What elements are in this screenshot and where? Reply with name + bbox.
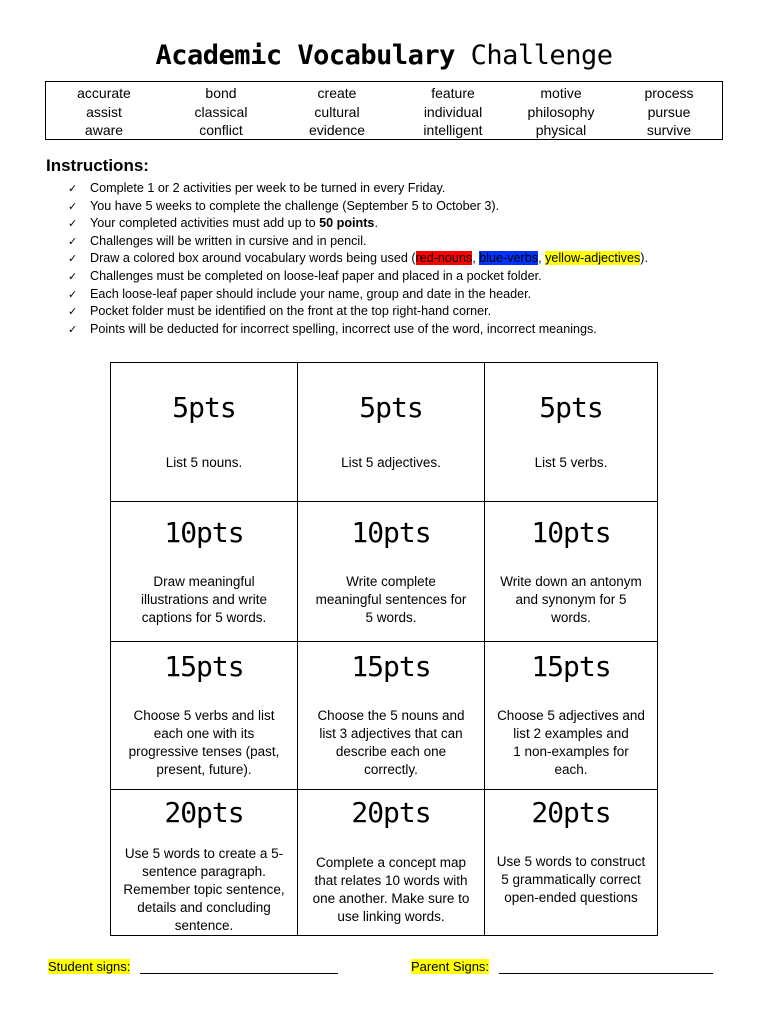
instruction-text: Challenges must be completed on loose-leaf paper and placed in a pocket folder. <box>90 268 542 283</box>
activity-description <box>115 707 293 779</box>
points-label: 15pts <box>164 650 244 683</box>
vocab-word: create <box>317 85 357 101</box>
description-line: details and concluding <box>137 900 271 915</box>
instruction-text: Draw a colored box around vocabulary words being used ( <box>90 251 416 266</box>
instruction-text: Each loose-leaf paper should include your name, group and date in the header. <box>90 286 532 301</box>
instruction-item <box>68 198 748 216</box>
activity-description <box>302 707 480 779</box>
vocab-word: classical <box>194 103 248 120</box>
activity-description <box>302 454 480 472</box>
yellow-adjectives-highlight: yellow-adjectives <box>545 251 641 266</box>
parent-signature <box>411 959 713 974</box>
instruction-item <box>68 286 748 304</box>
vocab-word: aware <box>84 122 124 138</box>
checkmark-icon: ✓ <box>68 252 78 266</box>
instructions-heading: Instructions: <box>46 156 149 175</box>
vocab-word: bond <box>205 85 237 101</box>
title-part-2: Challenge <box>470 40 613 71</box>
activity-description <box>489 707 653 779</box>
description-line: sentence paragraph. <box>142 864 266 879</box>
activity-description <box>489 454 653 472</box>
vocab-column-5 <box>503 84 619 140</box>
activity-cell <box>485 363 657 502</box>
description-line: Use 5 words to construct <box>496 854 646 869</box>
description-line: one another. Make sure to <box>312 891 470 906</box>
blue-verbs-highlight: blue-verbs <box>479 251 539 266</box>
points-label: 15pts <box>531 650 611 683</box>
description-line: Write complete <box>346 574 436 589</box>
vocab-column-1 <box>46 84 162 140</box>
instruction-item <box>68 268 748 286</box>
parent-signature-line[interactable] <box>499 960 713 974</box>
vocab-word: pursue <box>647 103 691 120</box>
activity-cell <box>485 790 657 935</box>
description-line: meaningful sentences for <box>315 592 467 607</box>
checkmark-icon: ✓ <box>68 322 78 336</box>
activity-description <box>489 573 653 627</box>
instruction-text: Your completed activities must add up to <box>90 216 320 231</box>
points-label: 5pts <box>539 391 603 424</box>
title-part-1: Academic Vocabulary <box>155 40 455 71</box>
description-line: Choose 5 verbs and list <box>133 708 275 723</box>
instruction-item <box>68 180 748 198</box>
instruction-text: You have 5 weeks to complete the challenge (September 5 to October 3). <box>90 198 500 213</box>
activity-cell <box>298 363 485 502</box>
points-label: 20pts <box>531 796 611 829</box>
activity-cell <box>485 642 657 790</box>
description-line: Write down an antonym <box>500 574 642 589</box>
points-label: 20pts <box>164 796 244 829</box>
description-line: progressive tenses (past, <box>128 744 280 759</box>
description-line: Choose 5 adjectives and <box>497 708 645 723</box>
description-line: Choose the 5 nouns and <box>317 708 465 723</box>
description-line: open-ended questions <box>504 890 638 905</box>
vocab-column-3 <box>279 84 395 140</box>
parent-signature-label: Parent Signs: <box>411 959 490 974</box>
activity-description <box>489 853 653 907</box>
checkmark-icon: ✓ <box>68 182 78 195</box>
activity-cell <box>111 502 298 642</box>
instruction-item <box>68 250 748 268</box>
checkmark-icon: ✓ <box>68 269 78 283</box>
description-line: and synonym for 5 <box>515 592 627 607</box>
description-line: Use 5 words to create a 5- <box>124 846 284 861</box>
description-line: 5 grammatically correct <box>501 872 641 887</box>
instruction-text: Challenges will be written in cursive and in pencil. <box>90 233 367 248</box>
instruction-text: . <box>374 216 378 231</box>
points-label: 5pts <box>359 391 423 424</box>
vocab-word: cultural <box>314 103 360 120</box>
vocab-column-4 <box>395 84 511 140</box>
vocab-word: physical <box>535 122 587 138</box>
activity-description <box>115 573 293 627</box>
activity-cell <box>111 642 298 790</box>
activity-description <box>115 454 293 472</box>
vocab-word: accurate <box>77 85 131 101</box>
points-label: 5pts <box>172 391 236 424</box>
points-label: 15pts <box>351 650 431 683</box>
separator: , <box>472 251 480 266</box>
student-signature-label: Student signs: <box>48 959 131 974</box>
vocab-column-6 <box>611 84 727 140</box>
vocab-word: conflict <box>199 122 243 138</box>
vocab-word: philosophy <box>527 103 595 120</box>
instruction-item <box>68 303 748 321</box>
description-line: 1 non-examples for <box>513 744 629 759</box>
checkmark-icon: ✓ <box>68 234 78 248</box>
vocab-word: process <box>644 85 694 101</box>
activity-cell <box>298 642 485 790</box>
description-line: sentence. <box>174 918 234 933</box>
checkmark-icon: ✓ <box>68 305 78 319</box>
student-signature-line[interactable] <box>140 960 338 974</box>
points-total: 50 points <box>319 216 375 231</box>
vocab-word: motive <box>540 85 582 101</box>
activity-cell <box>111 363 298 502</box>
separator: , <box>538 251 546 266</box>
description-line: present, future). <box>156 762 252 777</box>
checkmark-icon: ✓ <box>68 217 78 231</box>
checkmark-icon: ✓ <box>68 199 78 213</box>
points-label: 10pts <box>164 516 244 549</box>
description-line: Complete a concept map <box>315 855 467 870</box>
description-line: List 5 adjectives. <box>341 455 441 470</box>
activity-grid <box>110 362 658 936</box>
vocab-word: feature <box>431 85 475 101</box>
description-line: illustrations and write <box>140 592 268 607</box>
vocab-word: survive <box>646 122 692 138</box>
instruction-text: Complete 1 or 2 activities per week to be turned in every Friday. <box>90 181 446 195</box>
activity-cell <box>298 502 485 642</box>
instruction-text: Pocket folder must be identified on the front at the top right-hand corner. <box>90 304 492 319</box>
checkmark-icon: ✓ <box>68 287 78 301</box>
activity-description <box>302 854 480 926</box>
instruction-item <box>68 321 748 339</box>
description-line: each. <box>554 762 588 777</box>
vocab-column-2 <box>163 84 279 140</box>
description-line: Remember topic sentence, <box>123 882 285 897</box>
points-label: 10pts <box>531 516 611 549</box>
description-line: words. <box>551 610 591 625</box>
description-line: correctly. <box>364 762 418 777</box>
description-line: 5 words. <box>365 610 417 625</box>
vocab-word: evidence <box>308 122 366 138</box>
activity-cell <box>298 790 485 935</box>
description-line: that relates 10 words with <box>314 873 468 888</box>
red-nouns-highlight: red-nouns <box>415 251 473 266</box>
points-label: 20pts <box>351 796 431 829</box>
activity-cell <box>111 790 298 935</box>
instruction-text: Points will be deducted for incorrect spelling, incorrect use of the word, incorrect meanings. <box>90 321 597 336</box>
description-line: list 3 adjectives that can <box>319 726 463 741</box>
activity-cell <box>485 502 657 642</box>
vocabulary-word-box <box>45 81 723 140</box>
instructions-list <box>68 180 748 338</box>
description-line: List 5 verbs. <box>534 455 608 470</box>
description-line: describe each one <box>335 744 447 759</box>
vocab-word: individual <box>423 103 483 120</box>
vocab-word: assist <box>86 103 122 120</box>
activity-description <box>302 573 480 627</box>
description-line: list 2 examples and <box>513 726 629 741</box>
points-label: 10pts <box>351 516 431 549</box>
description-line: use linking words. <box>337 909 445 924</box>
description-line: each one with its <box>153 726 255 741</box>
instruction-item <box>68 215 748 233</box>
description-line: captions for 5 words. <box>141 610 267 625</box>
student-signature <box>48 959 338 974</box>
vocab-word: intelligent <box>423 122 483 138</box>
instruction-item <box>68 233 748 251</box>
description-line: List 5 nouns. <box>165 455 243 470</box>
description-line: Draw meaningful <box>153 574 255 589</box>
page-title <box>0 40 768 71</box>
activity-description <box>115 845 293 935</box>
instruction-text: ). <box>640 251 648 266</box>
